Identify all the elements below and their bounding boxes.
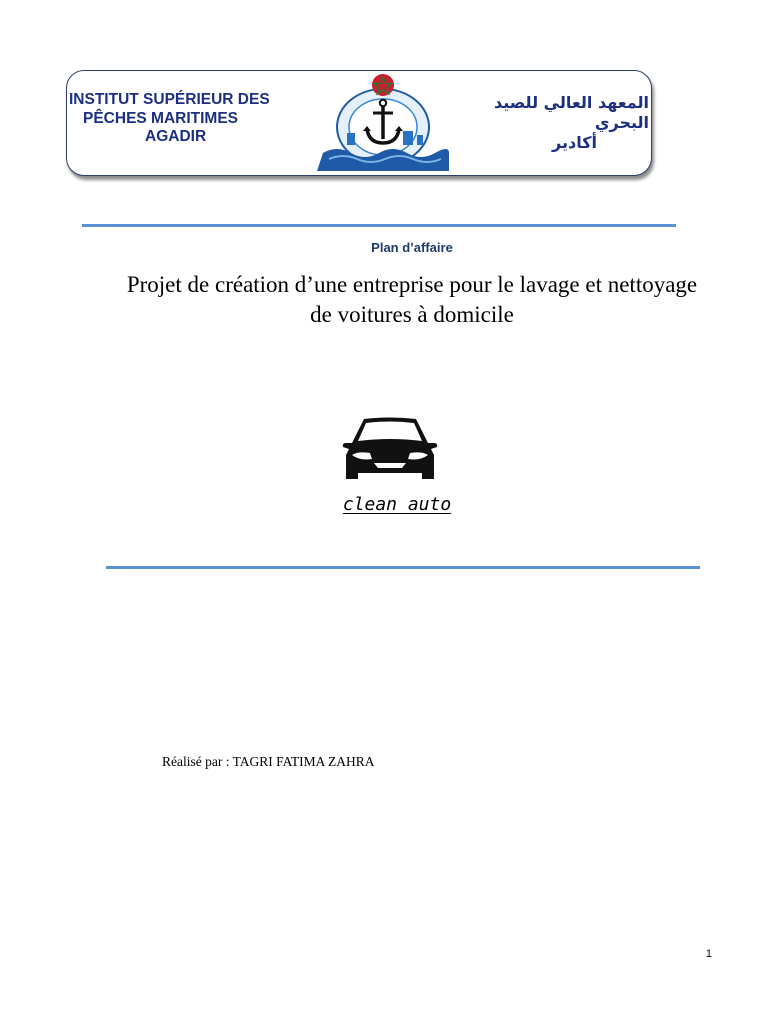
institute-ar-line-1: المعهد العالي للصيد البحري [494, 93, 649, 132]
institute-name-ar [439, 93, 649, 153]
institute-header [66, 70, 652, 176]
document-title: Projet de création d’une entreprise pour le lavage et nettoyage de voitures à domicile [126, 272, 698, 327]
institute-fr-line-2: PÊCHES MARITIMES [83, 109, 239, 127]
car-icon [342, 415, 438, 487]
institute-name-fr [67, 91, 317, 147]
institute-fr-line-1: INSTITUT SUPÉRIEUR DES [69, 91, 270, 108]
document-subtitle: Plan d’affaire [371, 240, 453, 255]
institute-ar-line-2: أكادير [552, 133, 597, 152]
bottom-divider [106, 566, 700, 569]
anchor-emblem-icon [317, 73, 449, 171]
top-divider [82, 224, 676, 227]
page-number: 1 [705, 948, 712, 960]
institute-fr-line-3: AGADIR [145, 128, 207, 145]
author-line: Réalisé par : TAGRI FATIMA ZAHRA [162, 754, 375, 769]
brand-name: clean auto [342, 494, 452, 515]
